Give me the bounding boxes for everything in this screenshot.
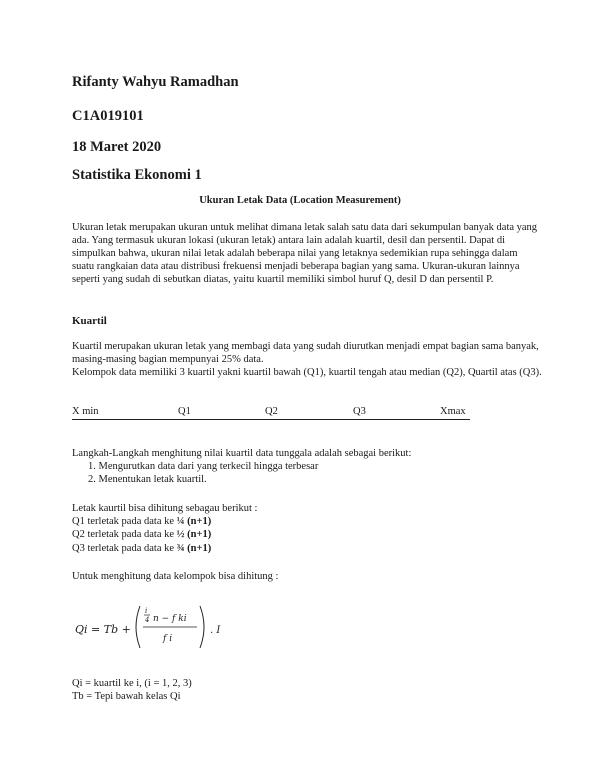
formula-num-4: 4 — [145, 616, 150, 624]
steps-list — [88, 461, 318, 487]
legend-qi: Qi = kuartil ke i, (i = 1, 2, 3) — [72, 678, 192, 689]
formula-num-rest: n − f ki — [153, 614, 187, 624]
document-date: 18 Maret 2020 — [72, 139, 162, 155]
q3-text: Q3 terletak pada data ke — [72, 543, 175, 554]
intro-paragraph: Ukuran letak merupakan ukuran untuk melihat dimana letak salah satu data dari sekumpulan banyak data yang ada. Yang termasuk ukuran lokasi (ukuran letak) antara lain adalah kuartil, desil dan persentil. Dapat di simpulkan bahwa, ukuran nilai letak adalah beberapa nilai yang letaknya sedemikian rupa sehingga dalam suatu rangkaian data atau distribusi frekuensi menjadi beberapa bagian yang sama. Ukuran-ukuran lainnya seperti yang sudah di sebutkan diatas, yaitu kuartil memiliki simbol huruf Q, desil D dan persentil P. — [72, 222, 538, 285]
kuartil-paragraph-1: Kuartil merupakan ukuran letak yang membagi data yang sudah diurutkan menjadi empat bagian sama banyak, masing-masing bagian mempunyai 25% data. — [72, 341, 539, 365]
q2-n1: (n+1) — [187, 529, 212, 540]
q3-n1: (n+1) — [187, 543, 212, 554]
q3-position — [72, 543, 211, 554]
scale-label-xmin: X min — [72, 406, 99, 417]
quartile-formula — [72, 602, 232, 652]
kelompok-intro: Untuk menghitung data kelompok bisa dihitung : — [72, 571, 279, 582]
author-name: Rifanty Wahyu Ramadhan — [72, 74, 239, 90]
scale-label-q1: Q1 — [178, 406, 191, 417]
quartile-scale — [72, 406, 470, 420]
course-name: Statistika Ekonomi 1 — [72, 167, 202, 183]
letak-intro: Letak kaurtil bisa dihitung sebagau berikut : — [72, 503, 258, 514]
steps-intro: Langkah-Langkah menghitung nilai kuartil data tunggala adalah sebagai berikut: — [72, 448, 412, 459]
q1-n1: (n+1) — [187, 516, 212, 527]
page-title: Ukuran Letak Data (Location Measurement) — [199, 195, 401, 206]
scale-label-q2: Q2 — [265, 406, 278, 417]
formula-tail: . I — [210, 625, 221, 636]
formula-lhs: Qi = Tb + — [75, 623, 131, 636]
formula-den: f i — [163, 634, 173, 644]
q3-fraction: ¾ — [176, 543, 185, 554]
list-item: 2. Menentukan letak kuartil. — [88, 474, 207, 485]
scale-label-xmax: Xmax — [440, 406, 466, 417]
kuartil-paragraph-2: Kelompok data memiliki 3 kuartil yakni kuartil bawah (Q1), kuartil tengah atau median (Q2), Quartil atas (Q3). — [72, 367, 542, 378]
scale-label-q3: Q3 — [353, 406, 366, 417]
q2-fraction: ½ — [176, 529, 185, 540]
legend-tb: Tb = Tepi bawah kelas Qi — [72, 691, 181, 702]
list-item: 1. Mengurutkan data dari yang terkecil hingga terbesar — [88, 461, 319, 472]
q1-text: Q1 terletak pada data ke — [72, 516, 175, 527]
q2-position — [72, 529, 211, 540]
formula-right-paren — [200, 606, 204, 648]
q2-text: Q2 terletak pada data ke — [72, 529, 175, 540]
q1-position — [72, 516, 211, 527]
formula-num-i: i — [145, 607, 148, 615]
q1-fraction: ¼ — [176, 516, 185, 527]
section-heading-kuartil: Kuartil — [72, 315, 107, 327]
formula-left-paren — [136, 606, 140, 648]
student-id: C1A019101 — [72, 108, 144, 124]
